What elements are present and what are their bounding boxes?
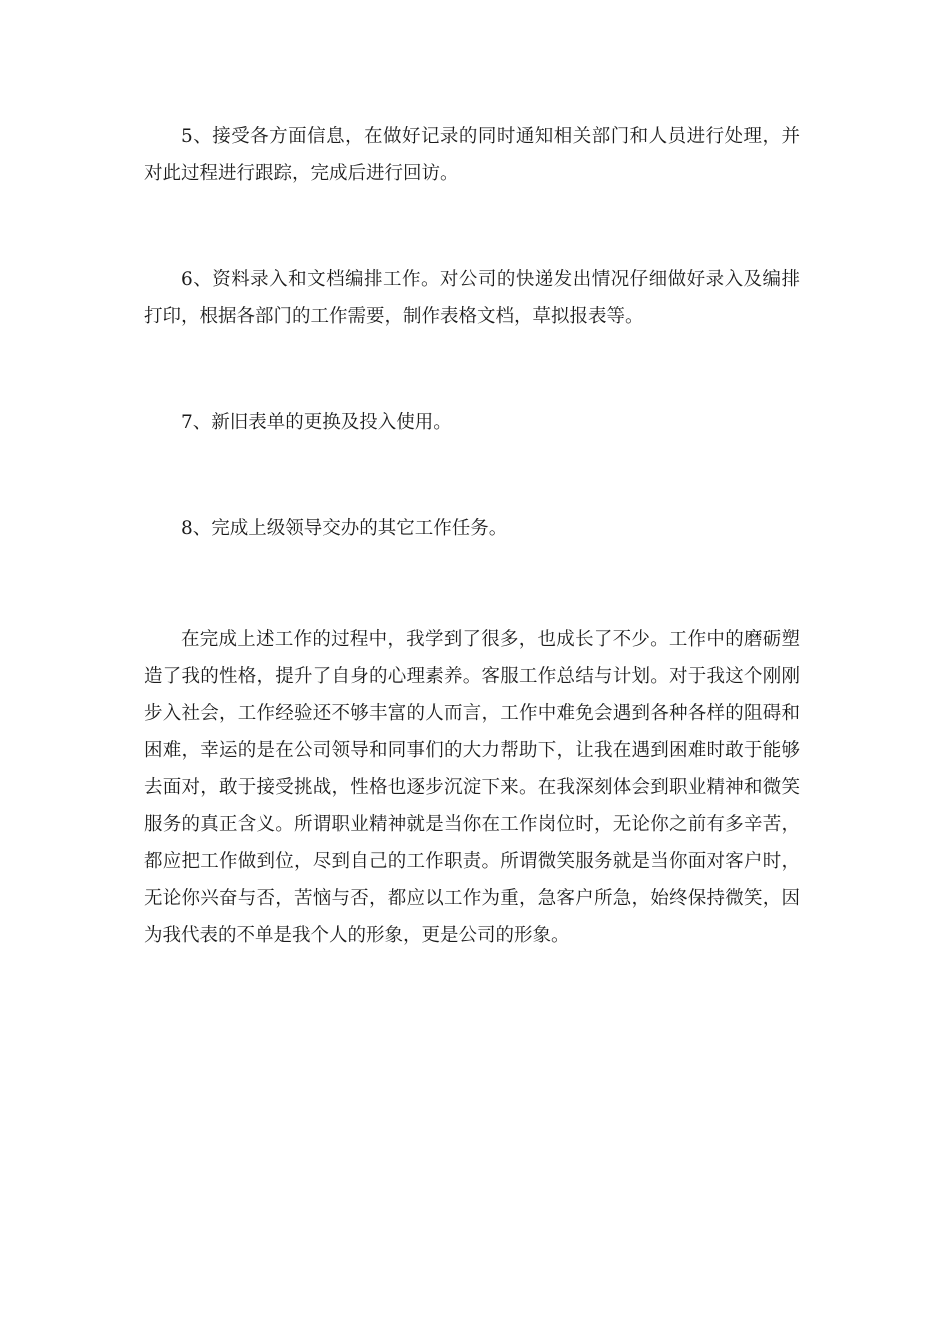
paragraph-spacer	[144, 335, 800, 404]
document-body	[144, 118, 800, 954]
paragraph-spacer	[144, 192, 800, 261]
paragraph-item-6: 6、资料录入和文档编排工作。对公司的快递发出情况仔细做好录入及编排打印，根据各部门的工作需要，制作表格文档，草拟报表等。	[144, 269, 800, 327]
paragraph-spacer	[144, 441, 800, 510]
paragraph-spacer	[144, 547, 800, 621]
paragraph-summary: 在完成上述工作的过程中，我学到了很多，也成长了不少。工作中的磨砺塑造了我的性格，提升了自身的心理素养。客服工作总结与计划。对于我这个刚刚步入社会，工作经验还不够丰富的人而言，工作中难免会遇到各种各样的阻碍和困难，幸运的是在公司领导和同事们的大力帮助下，让我在遇到困难时敢于能够去面对，敢于接受挑战，性格也逐步沉淀下来。在我深刻体会到职业精神和微笑服务的真正含义。所谓职业精神就是当你在工作岗位时，无论你之前有多辛苦，都应把工作做到位，尽到自己的工作职责。所谓微笑服务就是当你面对客户时，无论你兴奋与否，苦恼与否，都应以工作为重，急客户所急，始终保持微笑，因为我代表的不单是我个人的形象，更是公司的形象。	[144, 629, 800, 946]
paragraph-item-8: 8、完成上级领导交办的其它工作任务。	[181, 518, 508, 539]
paragraph-item-7: 7、新旧表单的更换及投入使用。	[181, 412, 452, 433]
paragraph-item-5: 5、接受各方面信息，在做好记录的同时通知相关部门和人员进行处理，并对此过程进行跟踪，完成后进行回访。	[144, 126, 800, 184]
